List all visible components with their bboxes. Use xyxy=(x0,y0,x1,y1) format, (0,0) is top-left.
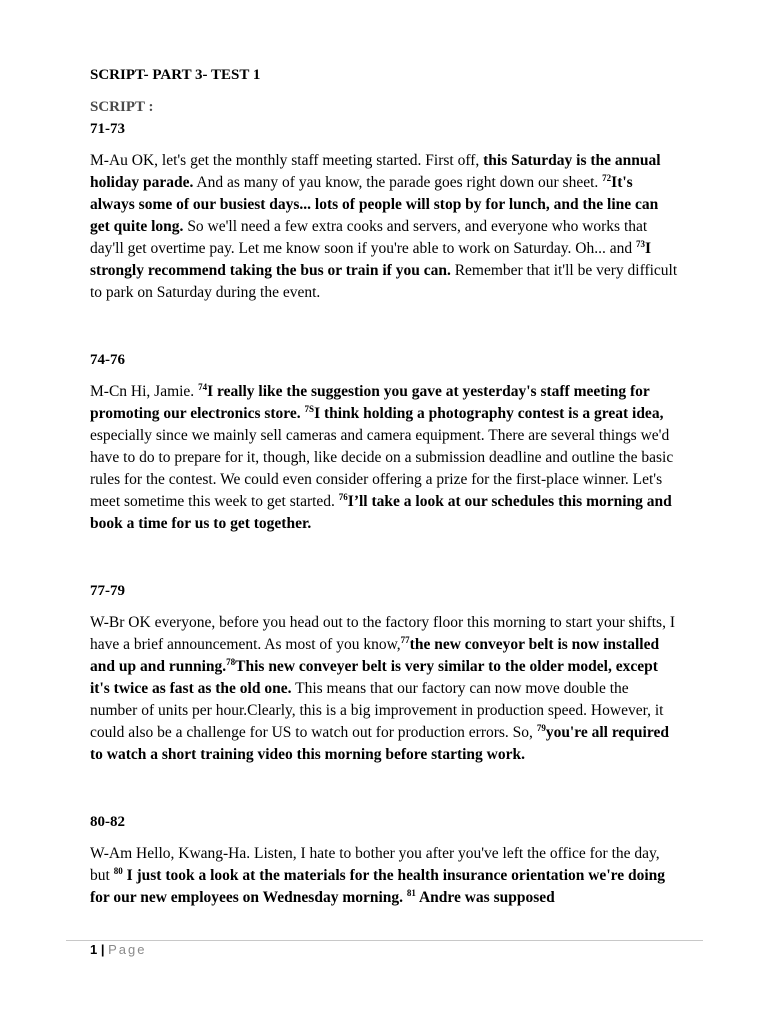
section-heading: 71-73 xyxy=(90,121,125,137)
body-text: And as many of yau know, the parade goes right down our sheet. xyxy=(193,174,603,191)
section-80-82 xyxy=(90,811,678,909)
footnote-marker: 74 xyxy=(198,381,208,392)
body-text: So we'll need a few extra cooks and servers, and everyone who works that day'll get overtime pay. Let me know soon if you're able to work on Saturday. Oh... and xyxy=(90,218,648,257)
footnote-marker: 81 xyxy=(406,887,416,898)
bold-text: I’ll take a look at our schedules this morning and book a time for us to get together. xyxy=(90,493,672,532)
footnote-marker: 76 xyxy=(338,491,348,502)
footer-divider xyxy=(66,940,703,941)
footnote-marker: 78 xyxy=(226,656,236,667)
section-74-76 xyxy=(90,349,678,535)
body-text: W-Br OK everyone, before you head out to the factory floor this morning to start your shifts, I have a brief announcement. As most of you know, xyxy=(90,614,675,653)
body-text: especially since we mainly sell cameras and camera equipment. There are several things we'd have to do to prepare for it, though, like decide on a submission deadline and outline the basic rules for the contest. We could even consider offering a prize for the first-place winner. Let's meet sometime this week to get started. xyxy=(90,427,674,510)
bold-text: I really like the suggestion you gave at yesterday's staff meeting for promoting our electronics store. xyxy=(90,383,650,422)
body-text: M-Cn Hi, Jamie. xyxy=(90,383,199,400)
page-number: 1 xyxy=(90,942,98,957)
bold-text: this Saturday is the annual holiday parade. xyxy=(90,152,661,191)
footnote-marker: 77 xyxy=(400,634,410,645)
footnote-marker: 73 xyxy=(635,238,645,249)
document-title: SCRIPT- PART 3- TEST 1 xyxy=(90,67,261,83)
bold-text: the new conveyor belt is now installed and up and running. xyxy=(90,636,660,675)
footnote-marker: 80 xyxy=(113,865,123,876)
body-text: Remember that it'll be very difficult to park on Saturday during the event. xyxy=(90,262,678,301)
bold-text: This new conveyer belt is very similar to the older model, except it's twice as fast as the old one. xyxy=(90,658,658,697)
page-label: Page xyxy=(108,942,147,957)
document-subtitle: SCRIPT : xyxy=(90,99,154,115)
body-text: This means that our factory can now move double the number of units per hour.Clearly, this is a big improvement in production speed. However, it could also be a challenge for US to watch out for production errors. So, xyxy=(90,680,664,741)
footer-separator: | xyxy=(100,942,105,957)
bold-text: Andre was supposed xyxy=(415,889,555,906)
section-paragraph xyxy=(90,381,678,535)
bold-text: you're all required to watch a short training video this morning before starting work. xyxy=(90,724,669,763)
section-77-79 xyxy=(90,580,678,766)
document-body xyxy=(90,64,678,909)
section-heading: 74-76 xyxy=(90,352,125,368)
page-footer xyxy=(90,942,147,957)
section-71-73 xyxy=(90,118,678,304)
section-paragraph xyxy=(90,612,678,766)
body-text: W-Am Hello, Kwang-Ha. Listen, I hate to bother you after you've left the office for the day, but xyxy=(90,845,660,884)
section-paragraph xyxy=(90,843,678,909)
body-text: M-Au OK, let's get the monthly staff meeting started. First off, xyxy=(90,152,484,169)
bold-text: I just took a look at the materials for the health insurance orientation we're doing for our new employees on Wednesday morning. xyxy=(90,867,666,906)
footnote-marker: 79 xyxy=(536,722,546,733)
section-heading: 80-82 xyxy=(90,814,125,830)
section-paragraph xyxy=(90,150,678,304)
footnote-marker: 72 xyxy=(602,172,612,183)
bold-text: I strongly recommend taking the bus or train if you can. xyxy=(90,240,651,279)
section-heading: 77-79 xyxy=(90,583,125,599)
bold-text: I think holding a photography contest is a great idea, xyxy=(314,405,664,422)
bold-text: It's always some of our busiest days... lots of people will stop by for lunch, and the line can get quite long. xyxy=(90,174,659,235)
footnote-marker: 7S xyxy=(304,403,315,414)
